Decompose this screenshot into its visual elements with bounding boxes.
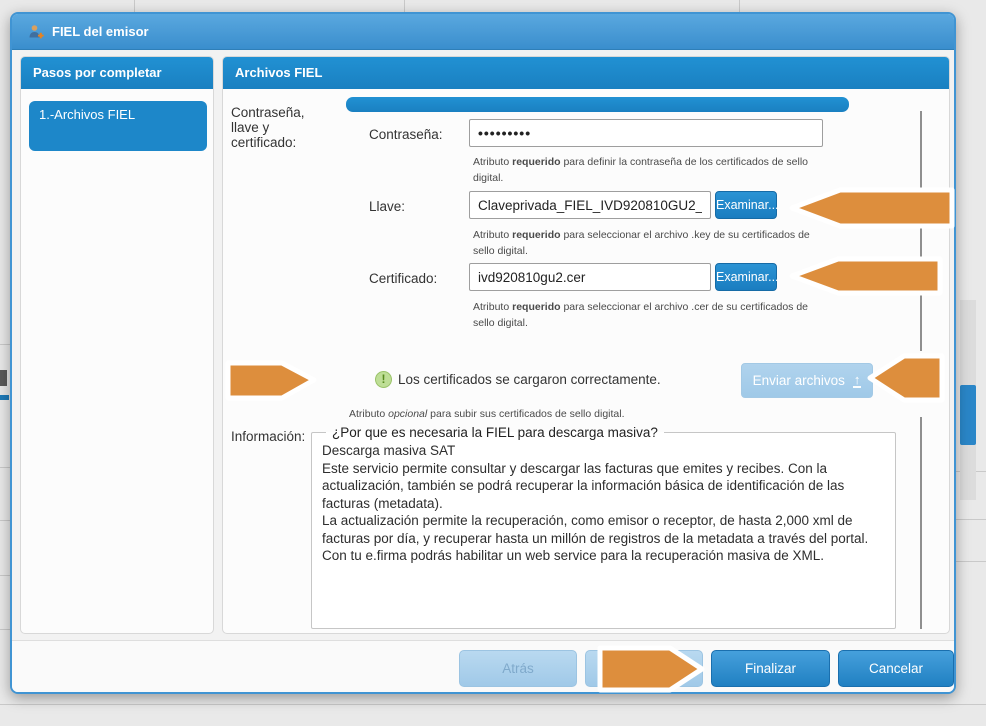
information-legend: ¿Por que es necesaria la FIEL para descarga masiva? (332, 425, 658, 440)
key-label: Llave: (369, 199, 406, 214)
browse-key-button[interactable]: Examinar... (715, 191, 777, 219)
panel-scrollbar[interactable] (920, 417, 922, 629)
fiel-dialog (10, 12, 956, 694)
password-input[interactable] (469, 119, 823, 147)
cancel-button[interactable]: Cancelar (838, 650, 954, 687)
steps-panel (20, 56, 214, 634)
annotation-arrow-send-files (866, 352, 946, 404)
sidebar-item-label: 1.-Archivos FIEL (39, 107, 136, 122)
help-text: para subir sus certificados de sello digital. (427, 408, 625, 420)
help-text: para seleccionar el archivo .key de su certificados de sello digital. (473, 229, 810, 258)
help-text: para seleccionar el archivo .cer de su certificados de sello digital. (473, 301, 809, 330)
password-label: Contraseña: (369, 127, 443, 142)
page-scrollbar-thumb[interactable] (960, 385, 976, 445)
panel-scrollbar[interactable] (920, 111, 922, 351)
upload-icon: ↑ (853, 371, 861, 387)
help-text: Atributo (473, 156, 513, 168)
back-button[interactable]: Atrás (459, 650, 577, 687)
help-italic: opcional (388, 408, 428, 420)
form-header-strip (346, 97, 849, 112)
browse-certificate-button[interactable]: Examinar... (715, 263, 777, 291)
finish-button[interactable]: Finalizar (711, 650, 830, 687)
help-bold: requerido (512, 156, 561, 168)
annotation-arrow-key-browse (788, 186, 956, 230)
dialog-titlebar[interactable] (12, 14, 954, 50)
information-paragraph: La actualización permite la recuperación, como emisor o receptor, de hasta 2,000 xml de facturas por día, y recuperar hasta un millón de registros de la metadata a través del portal. (322, 513, 869, 546)
upload-status-text: Los certificados se cargaron correctamente. (398, 372, 661, 387)
send-files-button[interactable] (741, 363, 873, 398)
help-bold: requerido (512, 301, 561, 313)
help-bold: requerido (512, 229, 561, 241)
user-add-icon (28, 24, 44, 40)
information-label: Información: (231, 429, 306, 444)
annotation-arrow-certificate-browse (788, 255, 944, 297)
certificate-file-input[interactable] (469, 263, 711, 291)
certificate-label: Certificado: (369, 271, 438, 286)
archivos-fiel-panel (222, 56, 950, 634)
annotation-arrow-status (224, 359, 318, 402)
upload-help (349, 406, 769, 422)
archivos-fiel-header: Archivos FIEL (223, 57, 949, 89)
dialog-title: FIEL del emisor (52, 24, 149, 39)
help-text: Atributo (473, 229, 513, 241)
success-icon: ! (375, 371, 392, 388)
help-text: Atributo (349, 408, 389, 420)
information-paragraph: Este servicio permite consultar y descargar las facturas que emites y recibes. Con la actualización, también se podrá recuperar la información básica de identificación de las facturas (metadata). (322, 460, 845, 511)
help-text: Atributo (473, 301, 513, 313)
annotation-arrow-next (596, 644, 706, 694)
group-label: Contraseña, llave y certificado: (231, 105, 305, 150)
key-file-input[interactable] (469, 191, 711, 219)
certificate-help (473, 299, 813, 332)
password-help (473, 154, 813, 187)
help-text: para definir la contraseña de los certificados de sello digital. (473, 156, 809, 185)
information-paragraph: Descarga masiva SAT (322, 443, 456, 458)
key-help (473, 227, 813, 260)
send-files-label: Enviar archivos (752, 373, 845, 388)
sidebar-item-archivos-fiel[interactable] (29, 101, 207, 151)
information-box (311, 425, 896, 629)
information-paragraph: Con tu e.firma podrás habilitar un web service para la recuperación masiva de XML. (322, 548, 824, 563)
steps-panel-header: Pasos por completar (21, 57, 213, 89)
